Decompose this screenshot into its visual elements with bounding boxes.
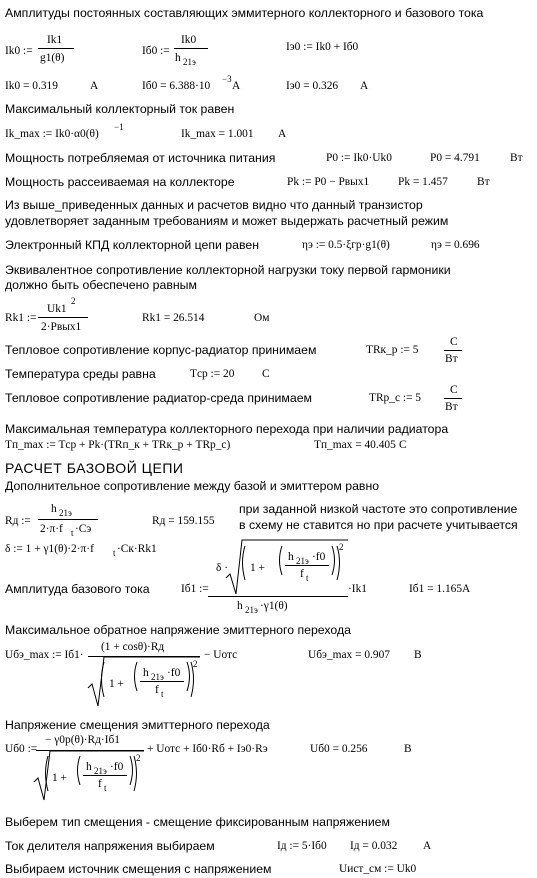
result-tpmax: Tп_max = 40.405 <box>314 439 396 451</box>
text-line: Амплитуды постоянных составляющих эммитерного коллекторного и базового тока <box>5 6 484 20</box>
formula-trkp: TRк_р := 5 <box>366 344 419 356</box>
sqrt-h-sub: 21э <box>94 766 107 776</box>
formula-ub0-tail: + Uотс + Iб0·Rб + Iэ0·Rэ <box>147 743 268 755</box>
formula-ib1-den-sub: 21э <box>245 605 258 615</box>
formula-delta: δ := 1 + γ1(θ)·2·π·f <box>5 543 94 555</box>
paren-left <box>78 756 81 785</box>
text-line: должно быть обеспечено равным <box>5 278 197 292</box>
formula-ie0: Iэ0 := Ik0 + Iб0 <box>286 41 359 53</box>
paren-left <box>46 756 49 791</box>
formula-ib0-lhs: Iб0 := <box>142 45 170 57</box>
fraction-bar <box>444 350 462 351</box>
unit-vt: Вт <box>445 353 458 365</box>
formula-ub0-num: − γ0р(θ)·Rд·Iб1 <box>45 734 121 746</box>
paren-right <box>332 546 335 575</box>
sqrt-f0: ·f0 <box>167 667 181 679</box>
unit-c: C <box>450 384 458 396</box>
formula-rd-num: h <box>51 503 57 515</box>
text-line: Мощность рассеиваемая на коллекторе <box>5 175 235 189</box>
sqrt-exp: 2 <box>136 753 141 763</box>
sqrt-ft: f <box>98 778 102 790</box>
unit-c: C <box>450 336 458 348</box>
formula-trpc: TRр_с := 5 <box>369 392 421 404</box>
fraction-bar <box>444 398 462 399</box>
result-ubemax: Uбэ_max = 0.907 <box>308 649 390 661</box>
fraction-bar <box>174 48 208 49</box>
unit: В <box>414 649 422 661</box>
fraction-bar <box>140 681 184 682</box>
result-pk: Pk = 1.457 <box>398 176 448 188</box>
formula-ub0-lhs: Uб0 := <box>5 743 38 755</box>
unit: В <box>404 743 412 755</box>
text-line: Эквивалентное сопротивление коллекторной нагрузки току первой гармоники <box>5 263 451 277</box>
sqrt-one: 1 + <box>250 562 265 574</box>
formula-ubemax-tail: − Uотс <box>204 649 238 661</box>
unit: C <box>399 439 407 451</box>
fraction-bar <box>38 48 74 49</box>
text-line: Амплитуда базового тока <box>5 582 150 596</box>
sqrt-h: h <box>288 551 294 563</box>
formula-ib1-den2: ·γ1(θ) <box>260 600 288 612</box>
text-line: Температура среды равна <box>5 367 156 381</box>
formula-p0: P0 := Ik0·Uk0 <box>326 152 392 164</box>
formula-rd-den-sub: t <box>71 528 74 538</box>
paren-left <box>243 546 246 580</box>
sqrt-h: h <box>86 761 92 773</box>
result-ib0-exp: −3 <box>222 74 232 84</box>
unit: A <box>360 80 369 92</box>
formula-ikmax-exp: −1 <box>114 122 124 132</box>
result-rd: Rд = 159.155 <box>152 515 215 527</box>
unit: A <box>232 80 241 92</box>
result-ie0: Iэ0 = 0.326 <box>286 80 339 92</box>
formula-ubemax-lhs: Uбэ_max := Iб1· <box>5 649 84 661</box>
sqrt-exp: 2 <box>339 542 344 552</box>
result-ib0: Iб0 = 6.388·10 <box>142 80 211 92</box>
fraction-bar <box>38 519 98 520</box>
formula-id: Iд := 5·Iб0 <box>277 840 327 852</box>
sqrt-h-sub: 21э <box>296 556 309 566</box>
fraction-bar <box>208 596 348 597</box>
text-line: Тепловое сопротивление корпус-радиатор принимаем <box>5 343 317 357</box>
unit: A <box>278 128 287 140</box>
result-ik0: Ik0 = 0.319 <box>5 80 58 92</box>
fraction-bar <box>88 656 200 657</box>
result-eta: ηэ = 0.696 <box>431 239 480 251</box>
sqrt-radical <box>226 540 348 594</box>
text-line: при заданной низкой частоте это сопротивление <box>239 502 518 516</box>
sqrt-f0: ·f0 <box>110 761 124 773</box>
fraction-bar <box>285 565 329 566</box>
sqrt-h-sub: 21э <box>151 672 164 682</box>
result-ikmax: Ik_max = 1.001 <box>181 128 254 140</box>
unit: A <box>90 80 99 92</box>
unit-vt: Вт <box>445 401 458 413</box>
formula-ib1-den: h <box>237 600 243 612</box>
formula-rd-num-sub: 21э <box>59 508 72 518</box>
formula-delta-sub: t <box>113 548 116 558</box>
formula-eta: ηэ := 0.5·ξгр·g1(θ) <box>302 239 390 251</box>
formula-rd-den: 2·π·f <box>40 523 63 535</box>
formula-ubemax-num: (1 + cosθ)·Rд <box>101 641 165 653</box>
unit: A <box>423 840 432 852</box>
text-line: Тепловое сопротивление радиатор-среда принимаем <box>5 391 312 405</box>
sqrt-f0: ·f0 <box>312 551 326 563</box>
result-p0: P0 = 4.791 <box>430 152 480 164</box>
text-line: Мощность потребляемая от источника питания <box>5 151 276 165</box>
sqrt-ft-sub: t <box>306 573 309 583</box>
text-line: Выбираем источник смещения с напряжением <box>5 862 272 876</box>
formula-ib1-tail: ·Ik1 <box>348 583 367 595</box>
text-line: Выберем тип смещения - смещение фиксированным напряжением <box>5 815 390 829</box>
formula-rk1-exp: 2 <box>71 296 76 306</box>
sqrt-ft: f <box>300 568 304 580</box>
text-line: в схему не ставится но при расчете учитывается <box>239 518 518 532</box>
formula-ik0-den: g1(θ) <box>40 52 65 64</box>
formula-rk1-num: Uk1 <box>47 303 67 315</box>
paren-right <box>187 662 190 691</box>
sqrt-ft: f <box>155 684 159 696</box>
text-line: Ток делителя напряжения выбираем <box>5 839 215 853</box>
formula-ib0-den: h <box>175 52 181 64</box>
unit: Ом <box>254 312 270 324</box>
formula-ib1-lhs: Iб1 := <box>181 583 209 595</box>
formula-rd-lhs: Rд := <box>5 515 31 527</box>
unit: C <box>262 368 270 380</box>
sqrt-ft-sub: t <box>161 689 164 699</box>
fraction-bar <box>38 317 88 318</box>
formula-ik0-num: Ik1 <box>47 34 63 46</box>
formula-delta-tail: ·Cк·Rk1 <box>117 543 157 555</box>
text-line: Напряжение смещения эмиттерного перехода <box>5 718 270 732</box>
text-line: Максимальный коллекторный ток равен <box>5 102 235 116</box>
formula-ik0-lhs: Ik0 := <box>5 45 33 57</box>
result-ib1: Iб1 = 1.165 <box>409 583 463 595</box>
fraction-bar <box>36 750 144 751</box>
sqrt-one: 1 + <box>109 678 124 690</box>
section-heading: РАСЧЕТ БАЗОВОЙ ЦЕПИ <box>5 460 184 476</box>
formula-ib0-num: Ik0 <box>181 34 197 46</box>
text-line: Дополнительное сопротивление между базой и эмиттером равно <box>5 479 380 493</box>
text-line: Максимальная температура коллекторного перехода при наличии радиатора <box>5 422 449 436</box>
result-id: Iд = 0.032 <box>350 840 398 852</box>
sqrt-one: 1 + <box>52 772 67 784</box>
formula-pk: Pk := P0 − Pвых1 <box>287 176 370 188</box>
paren-left <box>280 546 283 575</box>
formula-tpmax: Tп_max := Tср + Pk·(TRп_к + TRк_р + TRр_с) <box>5 439 231 451</box>
formula-rd-den2: ·Cэ <box>75 523 92 535</box>
unit: A <box>462 583 471 595</box>
paren-right <box>130 756 133 785</box>
formula-rk1-den: 2·Pвых1 <box>41 321 82 333</box>
text-line: удовлетворяет заданным требованиям и может выдержать расчетный режим <box>5 214 449 228</box>
sqrt-exp: 2 <box>193 659 198 669</box>
text-line: Электронный КПД коллекторной цепи равен <box>5 238 259 252</box>
formula-tcp: Tср := 20 <box>190 368 235 380</box>
paren-left <box>102 662 105 697</box>
text-line: Максимальное обратное напряжение эмиттерного перехода <box>5 623 351 637</box>
unit: Вт <box>510 152 523 164</box>
text-line: Из выше_приведенных данных и расчетов видно что данный транзистор <box>5 198 423 212</box>
unit: Вт <box>477 176 490 188</box>
formula-ib1-delta: δ · <box>216 562 229 574</box>
fraction-bar <box>83 775 127 776</box>
sqrt-h: h <box>143 667 149 679</box>
formula-ikmax: Ik_max := Ik0·α0(θ) <box>5 128 99 140</box>
formula-rk1-lhs: Rk1 := <box>5 312 37 324</box>
paren-left <box>135 662 138 691</box>
result-ub0: Uб0 = 0.256 <box>310 743 368 755</box>
result-rk1: Rk1 = 26.514 <box>142 312 205 324</box>
formula-ib0-den-sub: 21э <box>183 57 196 67</box>
sqrt-ft-sub: t <box>104 783 107 793</box>
formula-uist: Uист_см := Uk0 <box>339 863 417 875</box>
